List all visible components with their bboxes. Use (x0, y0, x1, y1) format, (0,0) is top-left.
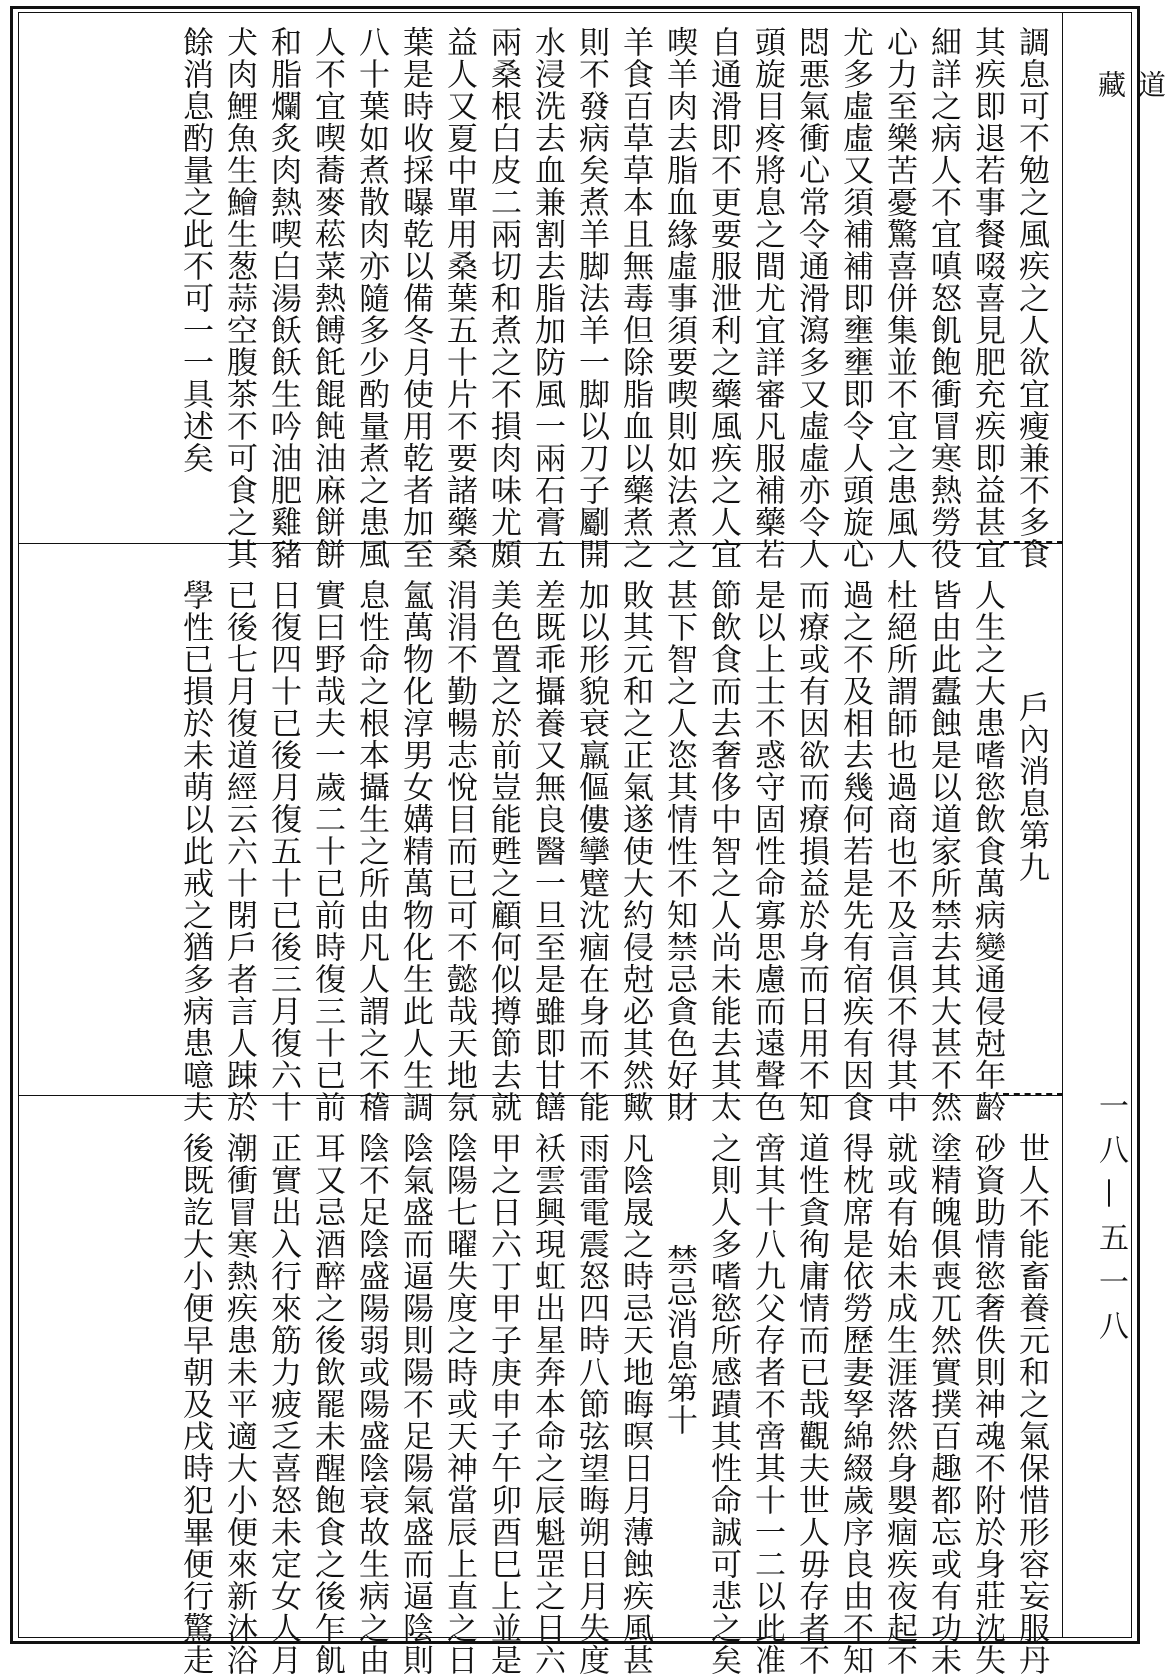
section-heading: 禁忌消息第十 (661, 1244, 697, 1436)
text-column: 甚下智之人恣其情性不知禁忌貪色好財 (661, 579, 697, 1123)
text-column: 而療或有因欲而療損益於身而日用不知 (793, 579, 829, 1123)
text-column: 加以形貌衰羸傴僂攣躄沈痼在身而不能 (573, 579, 609, 1123)
collection-char-2: 藏 (1094, 70, 1127, 104)
text-panel-3 (18, 1118, 1063, 1676)
text-column: 就或有始未成生涯落然身嬰痼疾夜起不 (881, 1132, 917, 1676)
text-column: 葉是時收採曝乾以備冬月使用乾者加至 (397, 26, 433, 570)
text-panel-1 (18, 12, 1063, 570)
text-column: 雨雷電震怒四時八節弦望晦朔日月失度 (573, 1132, 609, 1676)
text-column: 學性已損於未萌以此戒之猶多病患噫夫 (177, 579, 213, 1123)
text-column: 心力至樂苦憂驚喜併集並不宜之患風人 (881, 26, 917, 570)
text-column: 息性命之根本攝生之所由凡人謂之不稽 (353, 579, 389, 1123)
text-column: 杜絕所謂師也過商也不及言俱不得其中 (881, 579, 917, 1123)
text-column: 調息可不勉之風疾之人欲宜瘦兼不多食 (1013, 26, 1049, 570)
text-column: 是以上士不惑守固性命寡思慮而遠聲色 (749, 579, 785, 1123)
panel-divider-2 (18, 1095, 1063, 1096)
text-column: 塗精魄俱喪兀然實撲百趣都忘或有功未 (925, 1132, 961, 1676)
text-column: 氳萬物化淳男女媾精萬物化生此人生調 (397, 579, 433, 1123)
panel-dash-2 (1003, 1093, 1063, 1095)
text-column: 差既乖攝養又無良醫一旦至是雖即甘饍 (529, 579, 565, 1123)
panel-3-columns (173, 1132, 1053, 1676)
text-column: 水浸洗去血兼割去脂加防風一兩石膏五 (529, 26, 565, 570)
text-column: 益人又夏中單用桑葉五十片不要諸藥桑 (441, 26, 477, 570)
text-column: 尤多虛虛又須補補即壅壅即令人頭旋心 (837, 26, 873, 570)
text-column: 人生之大患嗜慾飲食萬病變通侵尅年齡 (969, 579, 1005, 1123)
section-heading: 戶內消息第九 (1013, 691, 1049, 883)
text-column: 涓涓不勤暢志悅目而已可不懿哉天地氛 (441, 579, 477, 1123)
text-column: 犬肉鯉魚生鱠生葱蒜空腹茶不可食之其 (221, 26, 257, 570)
text-column: 其疾即退若事餐啜喜見肥充疾即益甚宜 (969, 26, 1005, 570)
text-column: 和脂爛炙肉熱喫白湯飫飫生吟油肥雞豬 (265, 26, 301, 570)
text-column: 細詳之病人不宜嗔怒飢飽衝冒寒熱勞役 (925, 26, 961, 570)
text-column: 實曰野哉夫一歲二十已前時復三十已前 (309, 579, 345, 1123)
text-column: 喫羊肉去脂血緣虛事須要喫則如法煮之 (661, 26, 697, 570)
text-column: 美色置之於前豈能甦之顧何似撙節去就 (485, 579, 521, 1123)
panel-divider-1 (18, 543, 1063, 544)
text-column: 則不發病矣煮羊脚法羊一脚以刀子劚開 (573, 26, 609, 570)
text-column: 悶悪氣衝心常令通滑瀉多又虛虛亦令人 (793, 26, 829, 570)
text-column: 敗其元和之正氣遂使大約侵尅必其然歟 (617, 579, 653, 1123)
text-body (18, 12, 1063, 1676)
panel-2-columns (173, 579, 1053, 1123)
text-column: 砂資助情慾奢佚則神魂不附於身莊沈失 (969, 1132, 1005, 1676)
text-column: 之則人多嗜慾所感蹟其性命誠可悲之矣 (705, 1132, 741, 1676)
collection-label (1090, 70, 1170, 170)
text-column: 皆由此蠹蝕是以道家所禁去其大甚不然 (925, 579, 961, 1123)
text-column: 自通滑即不更要服泄利之藥風疾之人宜 (705, 26, 741, 570)
collection-char-1: 道 (1134, 70, 1167, 104)
text-column: 道性貪徇庸情而已哉觀夫世人毋存者不 (793, 1132, 829, 1676)
text-column: 凡陰晟之時忌天地晦暝日月薄蝕疾風甚 (617, 1132, 653, 1676)
text-column: 八十葉如煮散肉亦隨多少酌量煮之患風 (353, 26, 389, 570)
text-column: 餘消息酌量之此不可一一具述矣 (177, 26, 213, 474)
text-column: 已後七月復道經云六十閉戶者言人踈於 (221, 579, 257, 1123)
text-column: 啻其十八九父存者不啻其十一二以此准 (749, 1132, 785, 1676)
text-column: 潮衝冒寒熱疾患未平適大小便來新沐浴 (221, 1132, 257, 1676)
text-column: 後既訖大小便早朝及戌時犯畢便行驚走 (177, 1132, 213, 1676)
text-column: 陰不足陰盛陽弱或陽盛陰衰故生病之由 (353, 1132, 389, 1676)
text-column: 耳又忌酒醉之後飲罷未醒飽食之後乍飢 (309, 1132, 345, 1676)
text-column: 陰氣盛而逼陽則陽不足陽氣盛而逼陰則 (397, 1132, 433, 1676)
text-column: 甲之日六丁甲子庚申子午卯酉巳上並是 (485, 1132, 521, 1676)
text-column: 羊食百草草本且無毒但除脂血以藥煮之 (617, 26, 653, 570)
text-column: 節飲食而去奢侈中智之人尚未能去其太 (705, 579, 741, 1123)
page-number: 一八—五一八 (1093, 1090, 1128, 1354)
panel-dash-1 (1003, 541, 1063, 543)
text-column: 兩桑根白皮二兩切和煮之不損肉味尤頗 (485, 26, 521, 570)
text-column: 得枕席是依勞歷妻孥綿綴歲序良由不知 (837, 1132, 873, 1676)
panel-1-columns (173, 26, 1053, 570)
text-column: 正實出入行來筋力疲乏喜怒未定女人月 (265, 1132, 301, 1676)
text-column: 過之不及相去幾何若是先有宿疾有因食 (837, 579, 873, 1123)
text-column: 頭旋目疼將息之間尤宜詳審凡服補藥若 (749, 26, 785, 570)
text-panel-2 (18, 565, 1063, 1123)
text-column: 袄雲興現虹出星奔本命之辰魁罡之日六 (529, 1132, 565, 1676)
text-column: 世人不能畜養元和之氣保惜形容妄服丹 (1013, 1132, 1049, 1676)
text-column: 日復四十已後月復五十已後三月復六十 (265, 579, 301, 1123)
text-column: 人不宜喫蕎麥菘菜熱餺飥餛飩油麻餅餅 (309, 26, 345, 570)
text-column: 陰陽七曜失度之時或天神當辰上直之日 (441, 1132, 477, 1676)
